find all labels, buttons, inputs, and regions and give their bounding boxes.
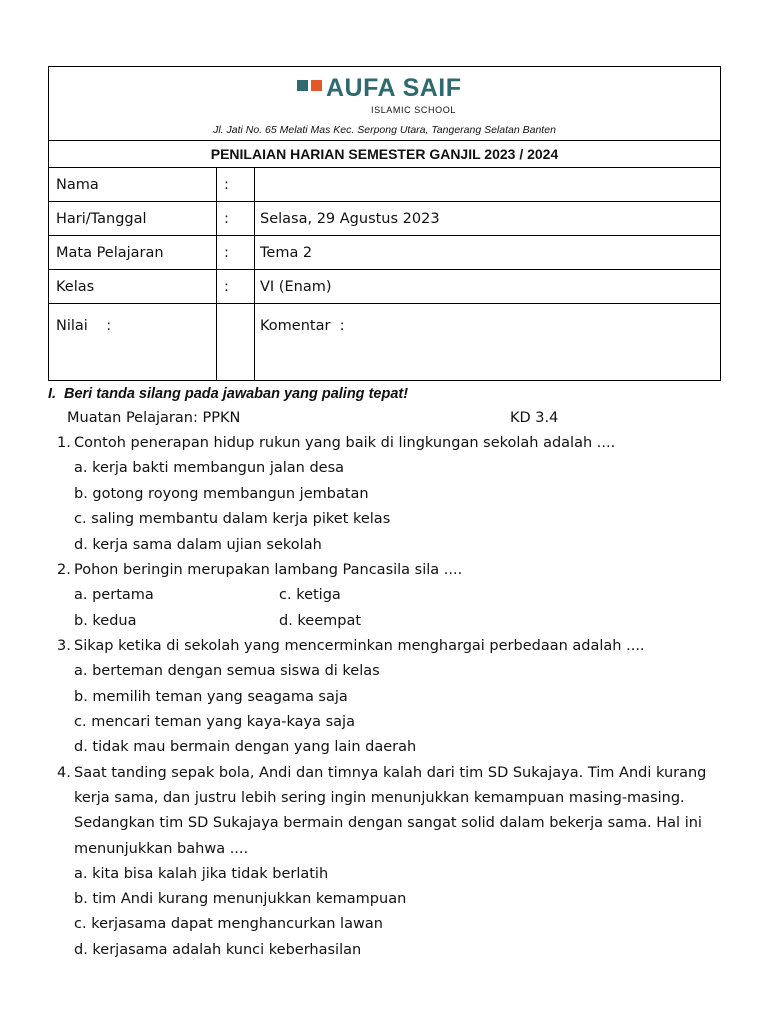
field-value-nama[interactable] (255, 168, 721, 202)
nilai-label: Nilai : (56, 318, 112, 334)
kd-label: KD 3.4 (510, 410, 559, 426)
question-text: Pohon beringin merupakan lambang Pancasila sila .... (74, 562, 463, 578)
section-instruction: Beri tanda silang pada jawaban yang paling tepat! (64, 386, 409, 402)
answer-option[interactable]: a. pertama (74, 587, 154, 603)
exam-title: PENILAIAN HARIAN SEMESTER GANJIL 2023 / 2024 (49, 141, 721, 168)
answer-option[interactable]: d. kerja sama dalam ujian sekolah (74, 537, 322, 553)
answer-option[interactable]: b. tim Andi kurang menunjukkan kemampuan (74, 891, 407, 907)
school-brand: AUFA SAIF (326, 74, 462, 102)
answer-option[interactable]: d. keempat (279, 613, 362, 629)
muatan-pelajaran: Muatan Pelajaran: PPKN (67, 410, 241, 426)
field-colon: : (217, 236, 255, 270)
question-text: Sedangkan tim SD Sukajaya bermain dengan sangat solid dalam bekerja sama. Hal ini (74, 815, 702, 831)
answer-option[interactable]: c. kerjasama dapat menghancurkan lawan (74, 916, 383, 932)
answer-option[interactable]: c. mencari teman yang kaya-kaya saja (74, 714, 355, 730)
answer-option[interactable]: b. kedua (74, 613, 137, 629)
logo-squares-icon (297, 80, 322, 91)
question-number: 2. (57, 562, 71, 578)
school-header (49, 67, 721, 141)
komentar-label: Komentar : (260, 318, 345, 334)
answer-option[interactable]: b. gotong royong membangun jembatan (74, 486, 369, 502)
answer-option[interactable]: b. memilih teman yang seagama saja (74, 689, 348, 705)
header-table (48, 66, 721, 381)
answer-option[interactable]: a. berteman dengan semua siswa di kelas (74, 663, 380, 679)
logo-square-icon (297, 80, 308, 91)
field-label-mata-pelajaran: Mata Pelajaran (49, 236, 217, 270)
answer-option[interactable]: c. saling membantu dalam kerja piket kelas (74, 511, 391, 527)
question-number: 4. (57, 765, 71, 781)
logo-square-icon (311, 80, 322, 91)
field-colon: : (217, 202, 255, 236)
field-label-nama: Nama (49, 168, 217, 202)
field-value-mata-pelajaran: Tema 2 (255, 236, 721, 270)
answer-option[interactable]: c. ketiga (279, 587, 341, 603)
answer-option[interactable]: a. kita bisa kalah jika tidak berlatih (74, 866, 329, 882)
field-colon: : (217, 168, 255, 202)
question-text: Sikap ketika di sekolah yang mencerminkan menghargai perbedaan adalah .... (74, 638, 645, 654)
question-text: Contoh penerapan hidup rukun yang baik di lingkungan sekolah adalah .... (74, 435, 616, 451)
question-text: menunjukkan bahwa .... (74, 841, 249, 857)
question-text: kerja sama, dan justru lebih sering ingin menunjukkan kemampuan masing-masing. (74, 790, 685, 806)
answer-option[interactable]: d. kerjasama adalah kunci keberhasilan (74, 942, 362, 958)
field-label-hari-tanggal: Hari/Tanggal (49, 202, 217, 236)
answer-option[interactable]: d. tidak mau bermain dengan yang lain daerah (74, 739, 417, 755)
nilai-spacer (217, 304, 255, 381)
field-value-hari-tanggal: Selasa, 29 Agustus 2023 (255, 202, 721, 236)
field-value-kelas: VI (Enam) (255, 270, 721, 304)
school-address: Jl. Jati No. 65 Melati Mas Kec. Serpong Utara, Tangerang Selatan Banten (213, 124, 556, 136)
field-label-kelas: Kelas (49, 270, 217, 304)
nilai-box[interactable] (49, 304, 217, 381)
school-logo (297, 75, 462, 101)
school-subtitle: ISLAMIC SCHOOL (371, 105, 456, 115)
question-text: Saat tanding sepak bola, Andi dan timnya kalah dari tim SD Sukajaya. Tim Andi kurang (74, 765, 707, 781)
question-number: 1. (57, 435, 71, 451)
komentar-box[interactable] (255, 304, 721, 381)
field-colon: : (217, 270, 255, 304)
section-number: I. (48, 386, 57, 402)
question-number: 3. (57, 638, 71, 654)
answer-option[interactable]: a. kerja bakti membangun jalan desa (74, 460, 345, 476)
